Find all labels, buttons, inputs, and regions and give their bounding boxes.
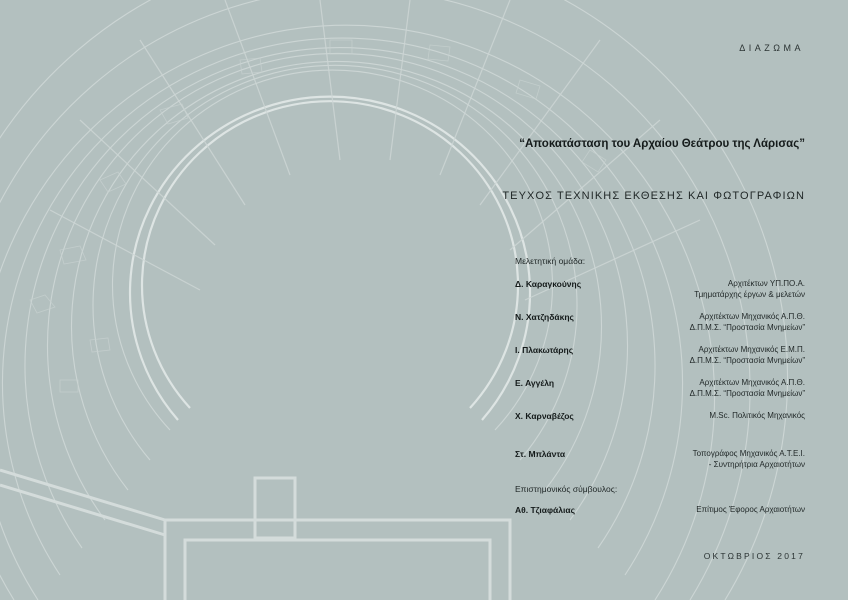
member-name: Ε. Αγγέλη xyxy=(515,378,555,388)
member-role xyxy=(690,378,805,399)
member-role xyxy=(709,411,805,422)
member-role-line: Δ.Π.Μ.Σ. “Προστασία Μνημείων” xyxy=(689,355,805,365)
member-role-line: Αρχιτέκτων Μηχανικός Ε.Μ.Π. xyxy=(698,345,805,354)
member-role-line: Δ.Π.Μ.Σ. “Προστασία Μνημείων” xyxy=(689,388,805,398)
member-role-line: Τμηματάρχης έργων & μελετών xyxy=(694,289,805,299)
member-role-line: Τοπογράφος Μηχανικός Α.Τ.Ε.Ι. xyxy=(692,449,805,458)
member-name: Ν. Χατζηδάκης xyxy=(515,312,574,322)
team-member xyxy=(515,312,805,340)
member-role-line: Αρχιτέκτων ΥΠ.ΠΟ.Α. xyxy=(727,279,805,288)
member-name: Δ. Καραγκούνης xyxy=(515,279,582,289)
member-role xyxy=(693,449,805,470)
team-member xyxy=(515,279,805,307)
team-member xyxy=(515,345,805,373)
organization-name: ΔΙΑΖΩΜΑ xyxy=(739,43,804,53)
team-member xyxy=(515,411,805,439)
team-member xyxy=(515,449,805,477)
document-title: “Αποκατάσταση του Αρχαίου Θεάτρου της Λάρισας” xyxy=(519,138,805,150)
member-role-line: Αρχιτέκτων Μηχανικός Α.Π.Θ. xyxy=(699,312,805,321)
member-role-line: - Συντηρήτρια Αρχαιοτήτων xyxy=(708,459,805,469)
advisor-role-line: Επίτιμος Έφορος Αρχαιοτήτων xyxy=(696,505,805,514)
member-role xyxy=(690,345,805,366)
advisor-name: Αθ. Τζιαφάλιας xyxy=(515,505,575,515)
publication-date: ΟΚΤΩΒΡΙΟΣ 2017 xyxy=(703,551,805,561)
member-name: Ι. Πλακωτάρης xyxy=(515,345,574,355)
member-name: Στ. Μπλάντα xyxy=(515,449,566,459)
advisor-role xyxy=(696,505,805,516)
member-role-line: M.Sc. Πολιτικός Μηχανικός xyxy=(709,411,805,420)
team-member xyxy=(515,378,805,406)
member-role-line: Δ.Π.Μ.Σ. “Προστασία Μνημείων” xyxy=(689,322,805,332)
document-subtitle: ΤΕΥΧΟΣ ΤΕΧΝΙΚΗΣ ΕΚΘΕΣΗΣ ΚΑΙ ΦΩΤΟΓΡΑΦΙΩΝ xyxy=(502,190,805,202)
member-role xyxy=(694,279,805,300)
team-label: Μελετητική ομάδα: xyxy=(515,256,586,266)
member-name: Χ. Καρναβέζος xyxy=(515,411,574,421)
stage-building xyxy=(0,470,510,600)
member-role xyxy=(690,312,805,333)
advisor-label: Επιστημονικός σύμβουλος: xyxy=(515,484,618,494)
orchestra-ring xyxy=(130,97,530,420)
advisor xyxy=(515,505,805,533)
member-role-line: Αρχιτέκτων Μηχανικός Α.Π.Θ. xyxy=(699,378,805,387)
